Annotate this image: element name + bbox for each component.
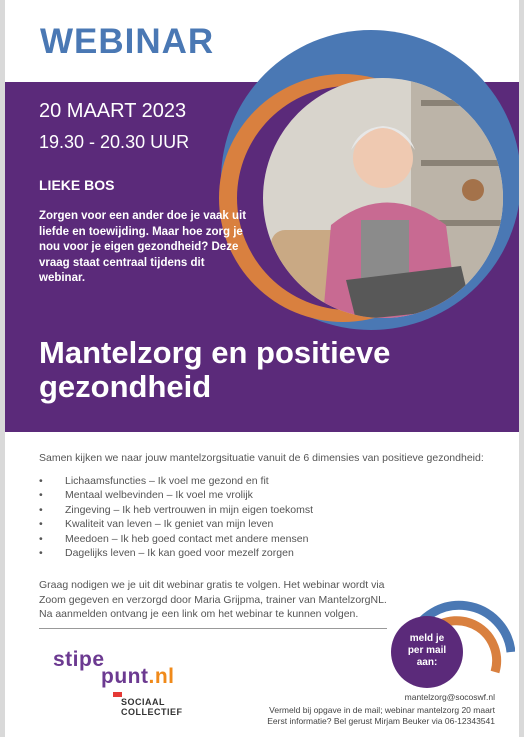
stipepunt-logo: stipe punt.nl [53,648,175,688]
bullet-icon: • [39,503,43,516]
list-item: • Lichaamsfuncties – Ik voel me gezond en fit [39,475,269,487]
signup-note: Vermeld bij opgave in de mail; webinar mantelzorg 20 maart [269,705,495,715]
headline: Mantelzorg en positieve gezondheid [39,335,391,404]
closing-text: Graag nodigen we je uit dit webinar gratis te volgen. Het webinar wordt via Zoom gegeven en verzorgd door Maria Grijpma, trainer van MantelzorgNL. Na aanmelden ontvang je een link om het webinar te kunnen volgen. [39,579,387,620]
page-title: WEBINAR [40,22,215,61]
list-item: • Dagelijks leven – Ik kan goed voor mezelf zorgen [39,546,294,559]
sociaal-collectief-logo: SOCIAAL COLLECTIEF [113,692,203,722]
bullet-icon: • [39,475,43,487]
flyer-page [5,0,519,737]
cta-label: meld je per mail aan: [407,633,447,668]
event-time: 19.30 - 20.30 UUR [39,132,190,152]
bullet-icon: • [39,532,43,545]
woman-with-tea-photo [211,30,519,340]
lead-text: Samen kijken we naar jouw mantelzorgsituatie vanuit de 6 dimensies van positieve gezondheid: [39,452,484,464]
bullet-icon: • [39,518,43,531]
dimension-list [39,474,313,560]
intro-text: Zorgen voor een ander doe je vaak uit liefde en toewijding. Maar hoe zorg je nou voor je eigen gezondheid? Deze vraag staat centraal tijdens dit webinar. [39,210,247,284]
list-item: • Meedoen – Ik heb goed contact met andere mensen [39,532,309,545]
event-date: 20 MAART 2023 [39,100,187,122]
divider [39,628,387,629]
bullet-icon: • [39,489,43,502]
bullet-icon: • [39,546,43,559]
list-item: • Mentaal welbevinden – Ik voel me vrolijk [39,489,253,502]
list-item: • Kwaliteit van leven – Ik geniet van mijn leven [39,518,274,531]
list-item: • Zingeving – Ik heb vertrouwen in mijn eigen toekomst [39,503,314,516]
speaker-name: LIEKE BOS [39,177,115,193]
contact-info: Eerst informatie? Bel gerust Mirjam Beuker via 06-12343541 [267,716,495,726]
contact-email[interactable]: mantelzorg@socoswf.nl [404,692,495,702]
